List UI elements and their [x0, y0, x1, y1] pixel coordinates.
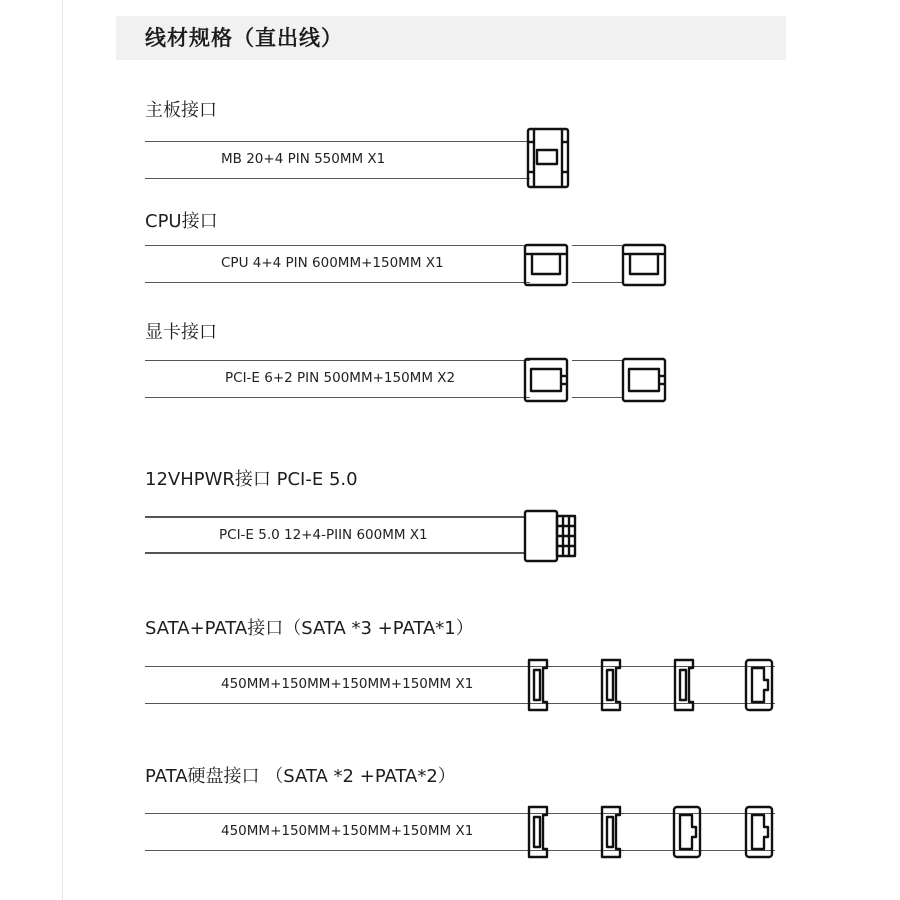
cable-label-12vhpwr: PCI-E 5.0 12+4-PIIN 600MM X1: [219, 527, 428, 543]
page-edge-divider: [62, 0, 63, 900]
sata-icon: [670, 656, 698, 714]
section-title-cpu: CPU接口: [145, 211, 218, 232]
cable-label-sata-pata-1: 450MM+150MM+150MM+150MM X1: [221, 676, 474, 692]
cable-label-cpu: CPU 4+4 PIN 600MM+150MM X1: [221, 255, 444, 271]
mb-24pin-icon: [524, 126, 574, 190]
cable-gpu-main: [145, 360, 530, 398]
cable-gpu-extension: [572, 360, 622, 398]
cable-label-motherboard: MB 20+4 PIN 550MM X1: [221, 151, 386, 167]
cable-label-gpu: PCI-E 6+2 PIN 500MM+150MM X2: [225, 370, 456, 386]
section-title-12vhpwr: 12VHPWR接口 PCI-E 5.0: [145, 469, 358, 490]
pata-icon: [670, 803, 704, 861]
cable-motherboard: [145, 141, 530, 179]
sata-icon: [597, 656, 625, 714]
cable-cpu-main: [145, 245, 530, 283]
cpu-4pin-icon: [620, 242, 670, 288]
pcie-8pin-icon: [620, 356, 670, 404]
cable-cpu-extension: [572, 245, 622, 283]
section-title-pata-2: PATA硬盘接口 （SATA *2 +PATA*2）: [145, 766, 456, 787]
pata-icon: [742, 803, 776, 861]
cable-label-sata-pata-2: 450MM+150MM+150MM+150MM X1: [221, 823, 474, 839]
sata-icon: [597, 803, 625, 861]
pata-icon: [742, 656, 776, 714]
sata-icon: [524, 803, 552, 861]
page-title: 线材规格（直出线）: [145, 26, 343, 50]
sata-icon: [524, 656, 552, 714]
cpu-4pin-icon: [522, 242, 572, 288]
section-title-motherboard: 主板接口: [145, 100, 217, 121]
section-title-sata-pata-1: SATA+PATA接口（SATA *3 +PATA*1）: [145, 618, 474, 639]
pcie-8pin-icon: [522, 356, 572, 404]
section-title-gpu: 显卡接口: [145, 322, 217, 343]
12vhpwr-icon: [522, 508, 578, 564]
cable-12vhpwr: [145, 516, 525, 554]
